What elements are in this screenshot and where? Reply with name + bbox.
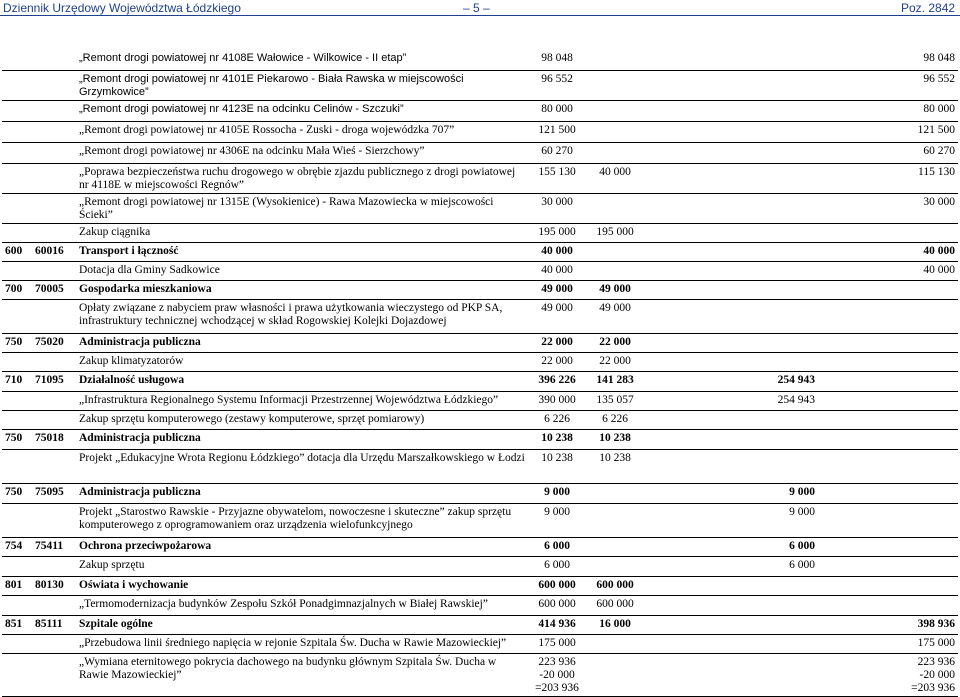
chapter-code: 85111: [32, 615, 76, 634]
section-code: [2, 163, 32, 193]
property-amount: 600 000: [586, 576, 644, 595]
other-amount: [818, 537, 958, 556]
description: „Remont drogi powiatowej nr 4105E Rossocha - Zuski - droga wojewódzka 707”: [76, 121, 528, 142]
total-amount: 195 000: [528, 223, 586, 242]
property-amount: 135 057: [586, 391, 644, 410]
other-amount: [818, 595, 958, 615]
section-code: [2, 634, 32, 653]
description: „Termomodernizacja budynków Zespołu Szkół Ponadgimnazjalnych w Białej Rawskiej”: [76, 595, 528, 615]
property-amount: 10 238: [586, 449, 644, 483]
section-code: [2, 299, 32, 333]
total-amount: 9 000: [528, 483, 586, 503]
chapter-code: [32, 193, 76, 223]
table-row: [2, 537, 958, 556]
table-row: [2, 223, 958, 242]
chapter-code: [32, 121, 76, 142]
other-amount: 80 000: [818, 100, 958, 121]
section-code: 750: [2, 483, 32, 503]
description: Administracja publiczna: [76, 429, 528, 449]
grant-amount: 6 000: [644, 537, 818, 556]
other-amount: [818, 503, 958, 537]
property-amount: 49 000: [586, 280, 644, 299]
other-amount: [818, 280, 958, 299]
property-amount: [586, 653, 644, 696]
other-amount: 96 552: [818, 70, 958, 100]
description: Projekt „Edukacyjne Wrota Regionu Łódzkiego” dotacja dla Urzędu Marszałkowskiego w Łodzi: [76, 449, 528, 483]
page-header: [0, 0, 960, 16]
grant-amount: [644, 142, 818, 163]
other-amount: [818, 449, 958, 483]
chapter-code: [32, 595, 76, 615]
section-code: [2, 653, 32, 696]
other-amount: [818, 352, 958, 371]
total-amount: 98 048: [528, 50, 586, 70]
grant-amount: [644, 100, 818, 121]
other-amount: 40 000: [818, 242, 958, 261]
other-amount: [818, 223, 958, 242]
total-amount: 6 000: [528, 556, 586, 576]
total-amount: 121 500: [528, 121, 586, 142]
description: Ochrona przeciwpożarowa: [76, 537, 528, 556]
description: „Wymiana eternitowego pokrycia dachowego na budynku głównym Szpitala Św. Ducha w Rawie Mazowieckiej”: [76, 653, 528, 696]
total-amount: 175 000: [528, 634, 586, 653]
description: „Remont drogi powiatowej nr 4306E na odcinku Mała Wieś - Sierzchowy”: [76, 142, 528, 163]
header-rule: [0, 15, 960, 16]
chapter-code: [32, 556, 76, 576]
property-amount: 10 238: [586, 429, 644, 449]
chapter-code: [32, 352, 76, 371]
table-row: [2, 371, 958, 391]
total-amount: 600 000: [528, 576, 586, 595]
description: Zakup sprzętu komputerowego (zestawy komputerowe, sprzęt pomiarowy): [76, 410, 528, 429]
property-amount: [586, 261, 644, 280]
description: „Infrastruktura Regionalnego Systemu Informacji Przestrzennej Województwa Łódzkiego”: [76, 391, 528, 410]
description: Szpitale ogólne: [76, 615, 528, 634]
description: Opłaty związane z nabyciem praw własności i prawa użytkowania wieczystego od PKP SA, infrastruktury technicznej wchodzącej w skład Rogowskiej Kolejki Dojazdowej: [76, 299, 528, 333]
grant-amount: 254 943: [644, 371, 818, 391]
total-amount: 60 270: [528, 142, 586, 163]
grant-amount: [644, 50, 818, 70]
chapter-code: [32, 223, 76, 242]
property-amount: 195 000: [586, 223, 644, 242]
table-row: [2, 595, 958, 615]
grant-amount: [644, 70, 818, 100]
budget-table: [2, 50, 958, 697]
chapter-code: [32, 634, 76, 653]
property-amount: [586, 70, 644, 100]
section-code: 750: [2, 429, 32, 449]
table-row: [2, 261, 958, 280]
section-code: 851: [2, 615, 32, 634]
section-code: [2, 410, 32, 429]
description: Administracja publiczna: [76, 333, 528, 352]
description: „Remont drogi powiatowej nr 4123E na odcinku Celinów - Szczuki”: [76, 100, 528, 121]
section-code: 750: [2, 333, 32, 352]
other-amount: [818, 299, 958, 333]
property-amount: [586, 537, 644, 556]
other-amount: 121 500: [818, 121, 958, 142]
section-code: 801: [2, 576, 32, 595]
chapter-code: 70005: [32, 280, 76, 299]
grant-amount: 9 000: [644, 483, 818, 503]
total-amount: 30 000: [528, 193, 586, 223]
property-amount: 22 000: [586, 333, 644, 352]
chapter-code: [32, 391, 76, 410]
other-amount: [818, 556, 958, 576]
property-amount: 141 283: [586, 371, 644, 391]
grant-amount: 254 943: [644, 391, 818, 410]
property-amount: [586, 556, 644, 576]
section-code: [2, 193, 32, 223]
other-amount: 40 000: [818, 261, 958, 280]
total-amount: 49 000: [528, 280, 586, 299]
grant-amount: [644, 299, 818, 333]
property-amount: [586, 503, 644, 537]
grant-amount: [644, 653, 818, 696]
other-amount: [818, 576, 958, 595]
property-amount: [586, 142, 644, 163]
total-amount: 40 000: [528, 261, 586, 280]
table-row: [2, 634, 958, 653]
total-amount: 10 238: [528, 429, 586, 449]
total-amount: 40 000: [528, 242, 586, 261]
table-row: [2, 242, 958, 261]
property-amount: [586, 50, 644, 70]
chapter-code: [32, 503, 76, 537]
section-code: [2, 223, 32, 242]
grant-amount: 9 000: [644, 503, 818, 537]
property-amount: [586, 242, 644, 261]
section-code: [2, 100, 32, 121]
grant-amount: [644, 449, 818, 483]
total-amount: 6 226: [528, 410, 586, 429]
table-row: [2, 70, 958, 100]
description: Zakup klimatyzatorów: [76, 352, 528, 371]
description: Dotacja dla Gminy Sadkowice: [76, 261, 528, 280]
total-amount: 600 000: [528, 595, 586, 615]
section-code: [2, 121, 32, 142]
table-row: [2, 410, 958, 429]
total-amount: 6 000: [528, 537, 586, 556]
total-amount: 390 000: [528, 391, 586, 410]
grant-amount: [644, 429, 818, 449]
chapter-code: 80130: [32, 576, 76, 595]
table-row: [2, 391, 958, 410]
section-code: [2, 503, 32, 537]
property-amount: 22 000: [586, 352, 644, 371]
description: Administracja publiczna: [76, 483, 528, 503]
grant-amount: [644, 261, 818, 280]
table-row: [2, 100, 958, 121]
table-row: [2, 653, 958, 696]
property-amount: [586, 193, 644, 223]
table-row: [2, 333, 958, 352]
description: „Remont drogi powiatowej nr 4108E Wałowice - Wilkowice - II etap”: [76, 50, 528, 70]
total-amount: 155 130: [528, 163, 586, 193]
total-amount: 396 226: [528, 371, 586, 391]
table-row: [2, 556, 958, 576]
table-row: [2, 352, 958, 371]
chapter-code: 75018: [32, 429, 76, 449]
total-amount: 80 000: [528, 100, 586, 121]
grant-amount: [644, 242, 818, 261]
other-amount: 60 270: [818, 142, 958, 163]
description: Transport i łączność: [76, 242, 528, 261]
table-row: [2, 50, 958, 70]
section-code: [2, 556, 32, 576]
grant-amount: [644, 280, 818, 299]
section-code: 700: [2, 280, 32, 299]
section-code: [2, 595, 32, 615]
chapter-code: [32, 142, 76, 163]
grant-amount: [644, 163, 818, 193]
journal-title: Dziennik Urzędowy Województwa Łódzkiego: [3, 1, 241, 15]
grant-amount: [644, 634, 818, 653]
table-row: [2, 280, 958, 299]
property-amount: [586, 483, 644, 503]
grant-amount: [644, 595, 818, 615]
table-row: [2, 142, 958, 163]
other-amount: 175 000: [818, 634, 958, 653]
table-row: [2, 163, 958, 193]
chapter-code: [32, 261, 76, 280]
table-row: [2, 483, 958, 503]
chapter-code: 75020: [32, 333, 76, 352]
chapter-code: [32, 70, 76, 100]
table-row: [2, 615, 958, 634]
property-amount: 600 000: [586, 595, 644, 615]
section-code: [2, 142, 32, 163]
other-amount: 98 048: [818, 50, 958, 70]
section-code: 754: [2, 537, 32, 556]
table-row: [2, 576, 958, 595]
other-amount: [818, 429, 958, 449]
chapter-code: [32, 653, 76, 696]
description: „Remont drogi powiatowej nr 1315E (Wysokienice) - Rawa Mazowiecka w miejscowości Ścieki”: [76, 193, 528, 223]
property-amount: 16 000: [586, 615, 644, 634]
table-row: [2, 121, 958, 142]
description: „Przebudowa linii średniego napięcia w rejonie Szpitala Św. Ducha w Rawie Mazowieckiej”: [76, 634, 528, 653]
section-code: [2, 261, 32, 280]
total-amount: 10 238: [528, 449, 586, 483]
chapter-code: 60016: [32, 242, 76, 261]
description: Zakup ciągnika: [76, 223, 528, 242]
other-amount: 223 936 -20 000 =203 936: [818, 653, 958, 696]
grant-amount: 6 000: [644, 556, 818, 576]
description: Działalność usługowa: [76, 371, 528, 391]
page-number: – 5 –: [463, 1, 490, 15]
chapter-code: [32, 299, 76, 333]
other-amount: 398 936: [818, 615, 958, 634]
total-amount: 96 552: [528, 70, 586, 100]
property-amount: 40 000: [586, 163, 644, 193]
chapter-code: 75095: [32, 483, 76, 503]
description: „Remont drogi powiatowej nr 4101E Piekarowo - Biała Rawska w miejscowości Grzymkowice”: [76, 70, 528, 100]
table-row: [2, 299, 958, 333]
other-amount: [818, 410, 958, 429]
property-amount: [586, 634, 644, 653]
property-amount: 49 000: [586, 299, 644, 333]
total-amount: 9 000: [528, 503, 586, 537]
grant-amount: [644, 410, 818, 429]
grant-amount: [644, 223, 818, 242]
description: Gospodarka mieszkaniowa: [76, 280, 528, 299]
grant-amount: [644, 615, 818, 634]
other-amount: 30 000: [818, 193, 958, 223]
chapter-code: [32, 449, 76, 483]
grant-amount: [644, 121, 818, 142]
other-amount: [818, 371, 958, 391]
section-code: [2, 391, 32, 410]
total-amount: 22 000: [528, 352, 586, 371]
description: Oświata i wychowanie: [76, 576, 528, 595]
chapter-code: [32, 163, 76, 193]
section-code: 710: [2, 371, 32, 391]
total-amount: 414 936: [528, 615, 586, 634]
chapter-code: [32, 50, 76, 70]
other-amount: [818, 333, 958, 352]
total-amount: 22 000: [528, 333, 586, 352]
description: „Poprawa bezpieczeństwa ruchu drogowego w obrębie zjazdu publicznego z drogi powiatowej nr 4118E w miejscowości Regnów”: [76, 163, 528, 193]
section-code: [2, 449, 32, 483]
chapter-code: 71095: [32, 371, 76, 391]
chapter-code: 75411: [32, 537, 76, 556]
table-row: [2, 193, 958, 223]
section-code: [2, 50, 32, 70]
total-amount: 223 936 -20 000 =203 936: [528, 653, 586, 696]
section-code: [2, 352, 32, 371]
grant-amount: [644, 576, 818, 595]
chapter-code: [32, 410, 76, 429]
other-amount: 115 130: [818, 163, 958, 193]
other-amount: [818, 391, 958, 410]
grant-amount: [644, 352, 818, 371]
property-amount: [586, 100, 644, 121]
table-row: [2, 429, 958, 449]
table-row: [2, 449, 958, 483]
property-amount: [586, 121, 644, 142]
section-code: 600: [2, 242, 32, 261]
grant-amount: [644, 333, 818, 352]
other-amount: [818, 483, 958, 503]
grant-amount: [644, 193, 818, 223]
description: Zakup sprzętu: [76, 556, 528, 576]
total-amount: 49 000: [528, 299, 586, 333]
position-number: Poz. 2842: [901, 1, 956, 15]
section-code: [2, 70, 32, 100]
chapter-code: [32, 100, 76, 121]
table-row: [2, 503, 958, 537]
description: Projekt „Starostwo Rawskie - Przyjazne obywatelom, nowoczesne i skuteczne” zakup sprzętu komputerowego z oprogramowaniem oraz urządzenia wielofunkcyjnego: [76, 503, 528, 537]
property-amount: 6 226: [586, 410, 644, 429]
